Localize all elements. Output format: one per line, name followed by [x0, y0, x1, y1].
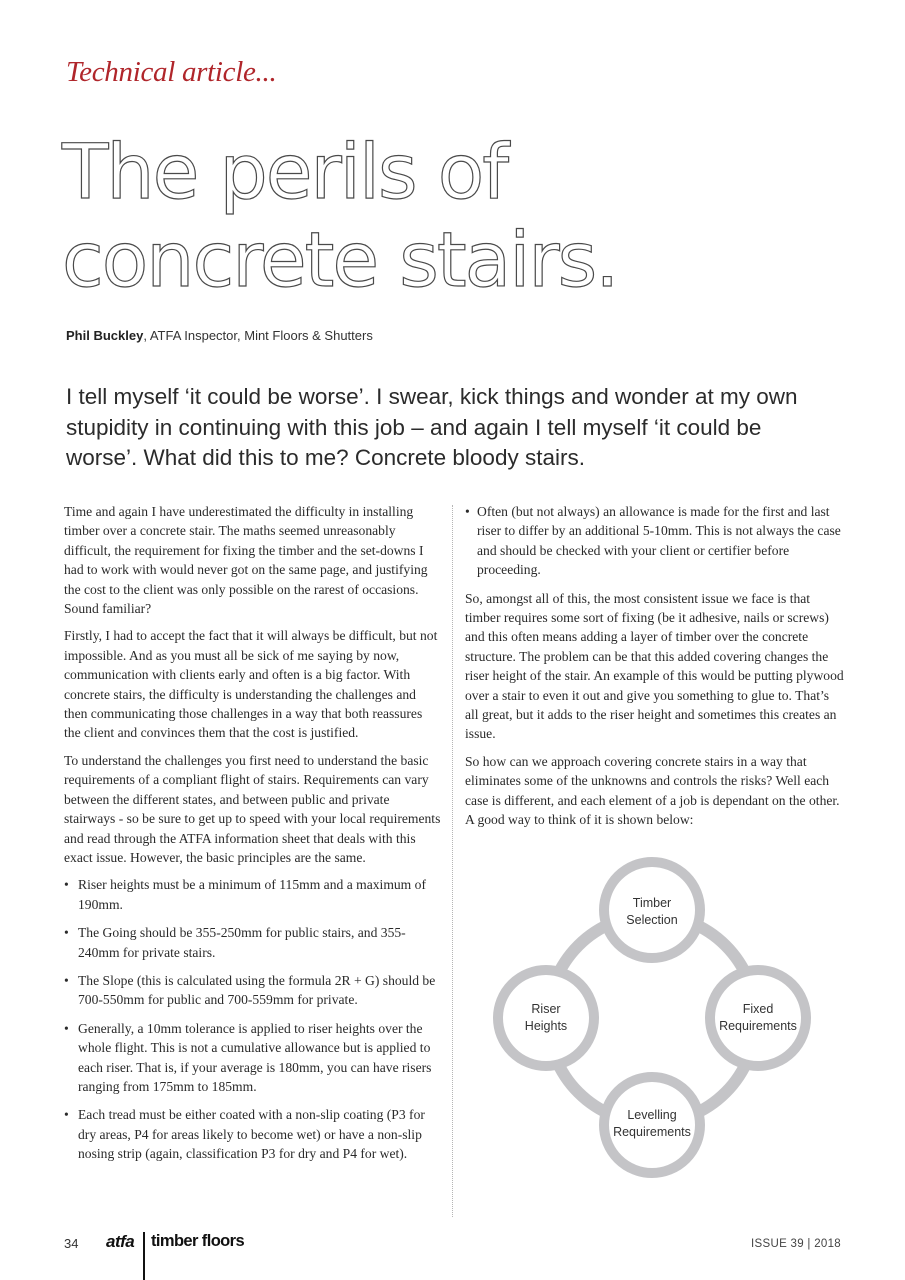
list-item: • Often (but not always) an allowance is made for the first and last riser to differ by an additional 5-10mm. This is not always the case and should be checked with your client or certifier before proceeding. — [465, 502, 845, 580]
node-timber-selection: Timber Selection — [626, 896, 678, 927]
issue-label: ISSUE 39 | 2018 — [751, 1238, 841, 1250]
body-paragraph: Firstly, I had to accept the fact that it will always be difficult, but not impossible. And as you must all be sick of me saying by now, communication with clients early and often is a big factor. With concrete stairs, the difficulty is understanding the challenges and then communicating those challenges in a way that both reassures the client and convinces them that the cost is justified. — [64, 628, 438, 741]
list-item: • Generally, a 10mm tolerance is applied to riser heights over the whole flight. This is not a cumulative allowance but is applied to each riser. That is, if your average is 180mm, you can have risers ranging from 175mm to 185mm. — [64, 1019, 442, 1097]
author-role: , ATFA Inspector, Mint Floors & Shutters — [143, 328, 373, 343]
title-line-2: concrete stairs. — [62, 215, 618, 304]
page-footer — [0, 1228, 905, 1280]
title-line-1: The perils of — [62, 127, 507, 216]
column-divider — [452, 505, 453, 1217]
node-levelling-requirements: Levelling Requirements — [613, 1108, 691, 1139]
list-item: • Each tread must be either coated with a non-slip coating (P3 for dry areas, P4 for areas likely to become wet) or have a non-slip nosing strip (again, classification P3 for dry and P4 for wet). — [64, 1105, 442, 1163]
list-item: • The Going should be 355-250mm for public stairs, and 355-240mm for private stairs. — [64, 923, 442, 962]
author-name: Phil Buckley — [66, 328, 144, 343]
lead-paragraph — [66, 382, 826, 474]
node-fixed-requirements: Fixed Requirements — [719, 1002, 797, 1033]
page-number: 34 — [64, 1236, 79, 1251]
body-paragraph: So, amongst all of this, the most consistent issue we face is that timber requires some sort of fixing (be it adhesive, nails or screws) and this often means adding a layer of timber over the concrete structure. The problem can be that this added covering changes the riser height of the stair. An example of this would be putting plywood over a stair to even it out and give you something to glue to. That’s all great, but it adds to the riser height and sometimes this creates an issue. — [465, 590, 844, 742]
body-paragraph: To understand the challenges you first need to understand the basic requirements of a compliant flight of stairs. Requirements can vary between the different states, and between public and private stairways - so be sure to get up to speed with your local requirements and read through the ATFA information sheet that deals with this exact issue. However, the basic principles are the same. — [64, 752, 441, 865]
right-column — [465, 502, 845, 838]
lead-text: I tell myself ‘it could be worse’. I swear, kick things and wonder at my own stupidity in continuing with this job – and again I tell myself ‘it could be worse’. What did this to me? Concrete bloody stairs. — [66, 384, 798, 470]
byline — [66, 328, 373, 343]
timber-floors-logo: timber floors — [151, 1232, 245, 1250]
article-kicker: Technical article... — [66, 56, 277, 88]
body-paragraph: So how can we approach covering concrete stairs in a way that eliminates some of the unknowns and controls the risks? Well each case is different, and each element of a job is dependant on the other. A good way to think of it is shown below: — [465, 753, 840, 828]
cycle-diagram — [480, 855, 840, 1185]
requirements-list — [64, 875, 442, 1163]
allowance-list — [465, 502, 845, 580]
logo-divider — [143, 1232, 145, 1280]
list-item: • The Slope (this is calculated using the formula 2R + G) should be 700-550mm for public and 700-559mm for private. — [64, 971, 442, 1010]
node-riser-heights: Riser Heights — [524, 1002, 568, 1033]
article-title — [62, 128, 882, 304]
list-item: • Riser heights must be a minimum of 115mm and a maximum of 190mm. — [64, 875, 442, 914]
left-column — [64, 502, 442, 1173]
atfa-logo: atfa — [106, 1232, 135, 1251]
body-paragraph: Time and again I have underestimated the difficulty in installing timber over a concrete stair. The maths seemed unreasonably difficult, the requirement for fixing the timber and the set-downs I had to work with would never got on the same page, and justifying the cost to the client was only possible on the rarest of occasions. Sound familiar? — [64, 504, 428, 617]
